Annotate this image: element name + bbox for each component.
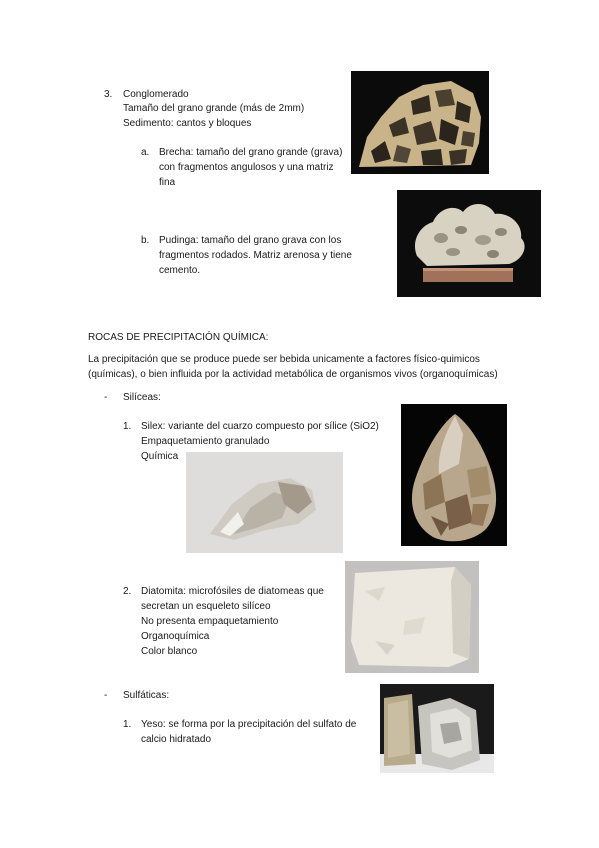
silex-line-1: Silex: variante del cuarzo compuesto por sílice (SiO2) xyxy=(141,421,379,432)
section-heading-precipitacion: ROCAS DE PRECIPITACIÓN QUÍMICA: xyxy=(88,332,269,343)
yeso-line-1: Yeso: se forma por la precipitación del sulfato de xyxy=(141,719,357,730)
sediment-text: Sedimento: cantos y bloques xyxy=(123,118,252,129)
list-number: 1. xyxy=(123,421,132,432)
silex-line-2: Empaquetamiento granulado xyxy=(141,436,270,447)
list-number: 3. xyxy=(104,89,113,100)
bullet-dash: - xyxy=(104,392,108,403)
grain-size-text: Tamaño del grano grande (más de 2mm) xyxy=(123,103,305,114)
bullet-dash: - xyxy=(104,690,108,701)
list-number: 1. xyxy=(123,719,132,730)
silex-line-3: Química xyxy=(141,451,179,462)
silex-photo xyxy=(186,452,343,553)
yeso-photo xyxy=(380,684,494,773)
diatomita-line-3: No presenta empaquetamiento xyxy=(141,616,279,627)
pudinga-line-1: Pudinga: tamaño del grano grava con los xyxy=(159,235,342,246)
yeso-line-2: calcio hidratado xyxy=(141,734,212,745)
diatomita-line-2: secretan un esqueleto silíceo xyxy=(141,601,271,612)
brecha-photo xyxy=(351,71,489,174)
pudinga-photo xyxy=(397,190,541,297)
brecha-line-2: con fragmentos angulosos y una matriz xyxy=(159,162,334,173)
diatomita-line-1: Diatomita: microfósiles de diatomeas que xyxy=(141,586,324,597)
list-marker-b: b. xyxy=(141,235,150,246)
diatomita-photo xyxy=(345,561,479,673)
list-number: 2. xyxy=(123,586,132,597)
section-title-conglomerado: Conglomerado xyxy=(123,89,189,100)
subsection-label-sulfaticas: Sulfáticas: xyxy=(123,690,170,701)
pudinga-line-3: cemento. xyxy=(159,265,201,276)
diatomita-line-5: Color blanco xyxy=(141,646,198,657)
list-marker-a: a. xyxy=(141,147,150,158)
intro-line-2: (químicas), o bien influida por la actividad metabólica de organismos vivos (organoquímicas) xyxy=(88,369,498,380)
pudinga-line-2: fragmentos rodados. Matriz arenosa y tiene xyxy=(159,250,352,261)
subsection-label-siliceas: Silíceas: xyxy=(123,392,161,403)
brecha-line-3: fina xyxy=(159,177,176,188)
silex-handaxe-photo xyxy=(401,404,507,546)
brecha-line-1: Brecha: tamaño del grano grande (grava) xyxy=(159,147,343,158)
diatomita-line-4: Organoquímica xyxy=(141,631,210,642)
intro-line-1: La precipitación que se produce puede ser bebida unicamente a factores físico-quimicos xyxy=(88,354,480,365)
